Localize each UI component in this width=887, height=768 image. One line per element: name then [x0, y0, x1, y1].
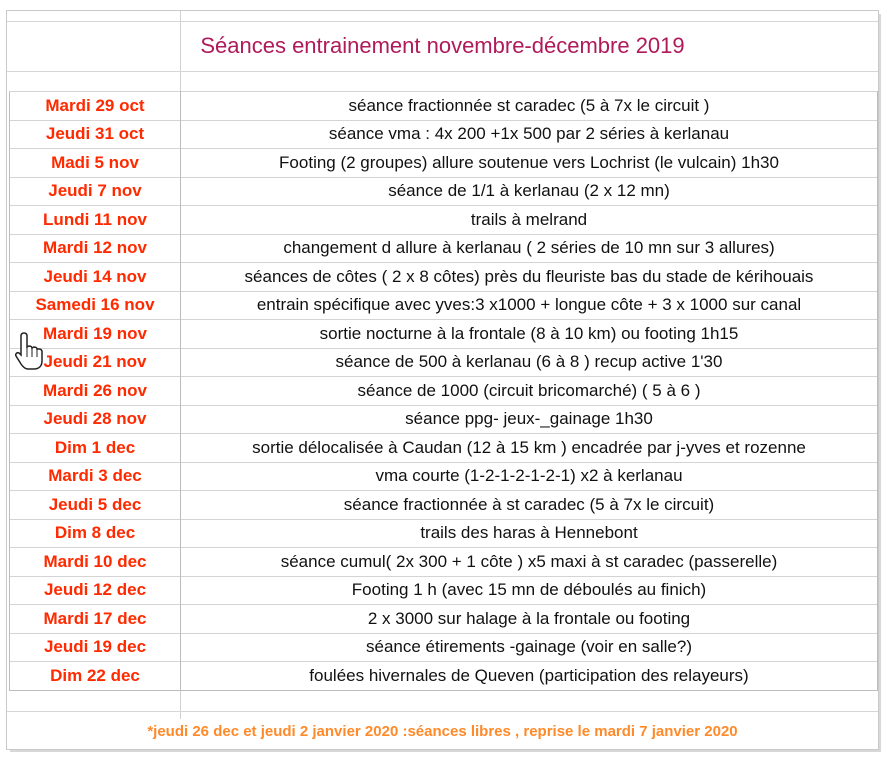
session-date: Mardi 19 nov [10, 320, 181, 349]
footer-note: *jeudi 26 dec et jeudi 2 janvier 2020 :séances libres , reprise le mardi 7 janvier 2020 [147, 723, 738, 740]
session-date: Jeudi 14 nov [10, 263, 181, 292]
spreadsheet [6, 10, 879, 750]
table-row [10, 234, 878, 263]
schedule-table [9, 91, 878, 691]
session-description: séance cumul( 2x 300 + 1 côte ) x5 maxi à st caradec (passerelle) [181, 548, 878, 577]
table-row [10, 206, 878, 235]
session-date: Mardi 26 nov [10, 377, 181, 406]
table-row [10, 177, 878, 206]
session-description: séance de 500 à kerlanau (6 à 8 ) recup active 1'30 [181, 348, 878, 377]
session-date: Jeudi 7 nov [10, 177, 181, 206]
table-row [10, 662, 878, 691]
hand-pointer-icon [14, 331, 44, 371]
session-date: Lundi 11 nov [10, 206, 181, 235]
session-date: Madi 5 nov [10, 149, 181, 178]
table-row [10, 320, 878, 349]
session-description: séance de 1/1 à kerlanau (2 x 12 mn) [181, 177, 878, 206]
table-row [10, 348, 878, 377]
session-date: Dim 8 dec [10, 519, 181, 548]
session-description: sortie délocalisée à Caudan (12 à 15 km ) encadrée par j-yves et rozenne [181, 434, 878, 463]
grid-line [7, 21, 878, 22]
session-description: 2 x 3000 sur halage à la frontale ou footing [181, 605, 878, 634]
session-date: Mardi 29 oct [10, 92, 181, 121]
table-row [10, 120, 878, 149]
session-date: Jeudi 12 dec [10, 576, 181, 605]
table-row [10, 491, 878, 520]
session-date: Mardi 12 nov [10, 234, 181, 263]
session-date: Mardi 3 dec [10, 462, 181, 491]
session-description: trails à melrand [181, 206, 878, 235]
session-description: foulées hivernales de Queven (participation des relayeurs) [181, 662, 878, 691]
session-description: sortie nocturne à la frontale (8 à 10 km) ou footing 1h15 [181, 320, 878, 349]
table-row [10, 263, 878, 292]
table-row [10, 434, 878, 463]
session-date: Mardi 17 dec [10, 605, 181, 634]
table-row [10, 291, 878, 320]
grid-line [7, 71, 878, 72]
session-description: Footing 1 h (avec 15 mn de déboulés au finich) [181, 576, 878, 605]
session-date: Jeudi 5 dec [10, 491, 181, 520]
table-row [10, 548, 878, 577]
table-row [10, 462, 878, 491]
table-row [10, 405, 878, 434]
session-description: séance fractionnée à st caradec (5 à 7x le circuit) [181, 491, 878, 520]
page-title: Séances entrainement novembre-décembre 2019 [200, 33, 685, 58]
session-date: Dim 1 dec [10, 434, 181, 463]
table-row [10, 149, 878, 178]
session-date: Samedi 16 nov [10, 291, 181, 320]
session-description: Footing (2 groupes) allure soutenue vers Lochrist (le vulcain) 1h30 [181, 149, 878, 178]
session-date: Jeudi 21 nov [10, 348, 181, 377]
table-row [10, 92, 878, 121]
session-description: entrain spécifique avec yves:3 x1000 + longue côte + 3 x 1000 sur canal [181, 291, 878, 320]
session-description: trails des haras à Hennebont [181, 519, 878, 548]
session-description: séances de côtes ( 2 x 8 côtes) près du fleuriste bas du stade de kérihouais [181, 263, 878, 292]
session-description: séance étirements -gainage (voir en salle?) [181, 633, 878, 662]
session-date: Jeudi 19 dec [10, 633, 181, 662]
table-row [10, 377, 878, 406]
grid-line [7, 711, 878, 712]
table-row [10, 519, 878, 548]
session-description: séance fractionnée st caradec (5 à 7x le circuit ) [181, 92, 878, 121]
table-row [10, 576, 878, 605]
session-date: Jeudi 28 nov [10, 405, 181, 434]
table-row [10, 605, 878, 634]
session-description: séance de 1000 (circuit bricomarché) ( 5 à 6 ) [181, 377, 878, 406]
session-description: séance ppg- jeux-_gainage 1h30 [181, 405, 878, 434]
session-date: Dim 22 dec [10, 662, 181, 691]
table-row [10, 633, 878, 662]
session-description: séance vma : 4x 200 +1x 500 par 2 séries à kerlanau [181, 120, 878, 149]
session-date: Mardi 10 dec [10, 548, 181, 577]
session-description: vma courte (1-2-1-2-1-2-1) x2 à kerlanau [181, 462, 878, 491]
session-description: changement d allure à kerlanau ( 2 séries de 10 mn sur 3 allures) [181, 234, 878, 263]
session-date: Jeudi 31 oct [10, 120, 181, 149]
